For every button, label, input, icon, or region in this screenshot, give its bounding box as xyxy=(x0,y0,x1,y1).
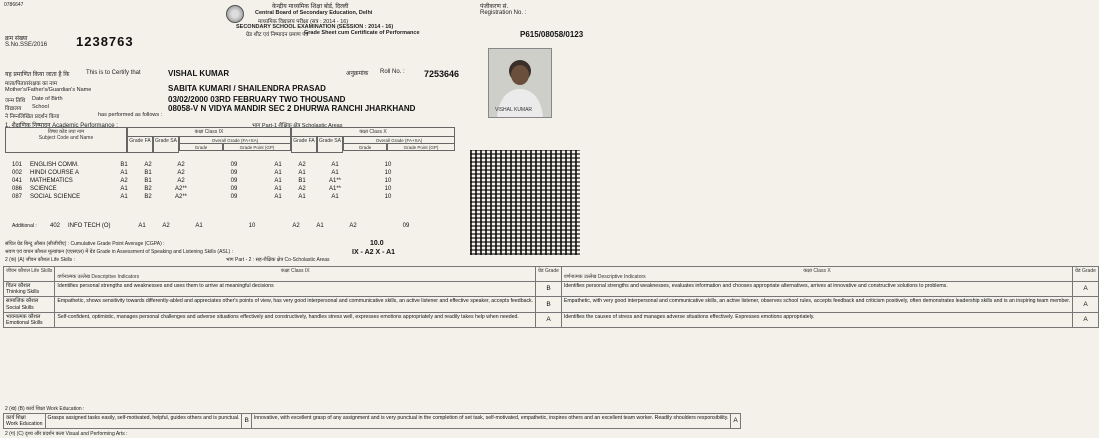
subject-ix-gp: 09 xyxy=(230,162,238,168)
certify-label-hindi: यह प्रमाणित किया जाता है कि xyxy=(5,72,70,78)
life-skill-x-grade: A xyxy=(1073,282,1099,297)
x-desc-label: वर्णनात्मक उल्लेख Descriptive Indicators xyxy=(563,274,646,280)
certificate-title-hindi: ग्रेड शीट एवं निष्पादन प्रमाण पत्र xyxy=(246,32,309,38)
subject-ix-g: A2** xyxy=(174,194,187,200)
additional-ix-gp: 10 xyxy=(248,223,256,229)
dob-label-hindi: जन्म तिथि xyxy=(5,98,26,104)
certificate-title: Grade Sheet cum Certificate of Performance xyxy=(304,30,420,36)
work-education-row xyxy=(4,414,741,429)
life-skills-title: 2 (क) (A) जीवन कौशल Life Skills : xyxy=(5,257,75,263)
additional-x-sa: A1 xyxy=(316,223,324,229)
life-skill-english: Thinking Skills xyxy=(6,289,40,296)
serial-number: 1238763 xyxy=(76,34,134,49)
subject-name: SOCIAL SCIENCE xyxy=(30,194,81,200)
additional-x-grade: A2 xyxy=(349,223,357,229)
subject-row xyxy=(10,169,420,177)
serial-label-hindi: क्रम संख्या xyxy=(5,36,28,42)
ix-grade-col-header: ग्रेड Grade xyxy=(536,267,562,282)
life-skill-x-descriptor: Identifies personal strengths and weaknesses, evaluates information and chooses appropriate alternatives, arrives at innovative and constructive solutions to problems. xyxy=(561,282,1072,297)
life-skill-x-grade: A xyxy=(1073,312,1099,327)
ix-grade-header: Grade xyxy=(179,143,223,151)
subject-ix-fa: B1 xyxy=(120,162,128,168)
student-photo xyxy=(488,48,552,118)
life-skill-x-descriptor: Identifies the causes of stress and manages adverse situations effectively. Expresses emotions appropriately. xyxy=(561,312,1072,327)
board-name-hindi: केन्द्रीय माध्यमिक शिक्षा बोर्ड, दिल्ली xyxy=(272,4,349,10)
additional-ix-grade: A1 xyxy=(195,223,203,229)
additional-code: 402 xyxy=(50,223,61,229)
subject-ix-gp: 09 xyxy=(230,178,238,184)
visual-arts-title: 2 (ग) (C) दृश्य और प्रदर्शन कला Visual and Performing Arts : xyxy=(5,431,128,437)
photo-caption: VISHAL KUMAR xyxy=(495,107,533,113)
subject-ix-fa: A1 xyxy=(120,194,128,200)
student-name: VISHAL KUMAR xyxy=(168,69,230,78)
work-ix-descriptor: Grasps assigned tasks easily, self-motivated, helpful, guides others and is punctual. xyxy=(45,414,242,429)
roll-label: Roll No. : xyxy=(380,69,405,75)
subject-name: SCIENCE xyxy=(30,186,57,192)
life-skill-hindi: सामाजिक कौशल xyxy=(6,298,39,305)
subject-ix-sa: B2 xyxy=(144,186,152,192)
parent-label-hindi: माता/पिता/संरक्षक का नाम xyxy=(5,81,58,87)
additional-name: INFO TECH (O) xyxy=(68,223,111,229)
performed-label: has performed as follows : xyxy=(98,112,163,118)
subject-x-gp: 10 xyxy=(384,178,392,184)
life-skill-name xyxy=(4,282,55,297)
life-skill-row xyxy=(4,312,1099,327)
subject-x-g: A1** xyxy=(328,178,341,184)
serial-label: S.No.SSE/2016 xyxy=(5,42,48,48)
subject-x-fa: A1 xyxy=(274,178,282,184)
board-emblem-icon xyxy=(226,5,244,23)
life-skill-name xyxy=(4,297,55,312)
subject-ix-gp: 09 xyxy=(230,170,238,176)
x-grade-header: Grade xyxy=(343,143,387,151)
registration-number: P615/08058/0123 xyxy=(520,30,584,39)
school-name: 08058-V N VIDYA MANDIR SEC 2 DHURWA RANCHI JHARKHAND xyxy=(168,104,416,113)
subject-x-fa: A1 xyxy=(274,194,282,200)
ix-desc-col-header xyxy=(55,267,536,282)
subject-ix-g: A2 xyxy=(177,178,185,184)
subject-ix-gp: 09 xyxy=(230,194,238,200)
life-skill-row xyxy=(4,297,1099,312)
additional-x-fa: A2 xyxy=(292,223,300,229)
life-skill-col-header xyxy=(4,267,55,282)
subjects-table xyxy=(10,161,420,201)
subject-x-sa: A1 xyxy=(298,170,306,176)
certify-label: This is to Certify that xyxy=(86,70,141,76)
subject-code: 086 xyxy=(12,186,23,192)
school-label-hindi: विद्यालय xyxy=(5,106,22,112)
additional-ix-fa: A1 xyxy=(138,223,146,229)
subject-ix-gp: 09 xyxy=(230,186,238,192)
work-x-descriptor: Innovative, with excellent grasp of any assignment and is very punctual in the completion of set task, self-motivated, empathetic, inspires others and an excellent team worker. Readily shoulders responsibility. xyxy=(251,414,731,429)
work-x-grade: A xyxy=(731,414,740,429)
x-fa-header: Grade FA xyxy=(291,136,317,153)
subject-row xyxy=(10,177,420,185)
subject-header-english: Subject Code and Name xyxy=(38,135,94,141)
x-desc-col-header xyxy=(561,267,1072,282)
page-number: 0786647 xyxy=(4,2,24,8)
subject-x-sa: A2 xyxy=(298,186,306,192)
registration-label: Registration No. : xyxy=(480,10,527,16)
cgpa-value: 10.0 xyxy=(370,240,384,247)
life-skill-col-label: जीवन कौशल Life Skills xyxy=(6,268,53,274)
subject-x-fa: A1 xyxy=(274,170,282,176)
work-skill-hindi: कार्य शिक्षा xyxy=(6,415,26,421)
life-skill-ix-descriptor: Self-confident, optimistic, manages personal challenges and adverse situations effectively and constructively, handles stress well, expresses emotions appropriately and readily takes help when needed. xyxy=(55,312,536,327)
asl-value: IX - A2 X - A1 xyxy=(352,249,396,256)
work-education-title: 2 (ख) (B) कार्य शिक्षा Work Education : xyxy=(5,406,85,412)
subject-x-gp: 10 xyxy=(384,162,392,168)
life-skill-ix-descriptor: Identifies personal strengths and weaknesses and uses them to arrive at meaningful decisions xyxy=(55,282,536,297)
academic-title: 1. शैक्षणिक निष्पादन Academic Performance : xyxy=(5,123,118,129)
life-skill-ix-grade: B xyxy=(536,282,562,297)
ix-sa-header: Grade SA xyxy=(153,136,179,153)
subject-row xyxy=(10,161,420,169)
subject-x-gp: 10 xyxy=(384,186,392,192)
x-gp-header: Grade Point (GP) xyxy=(387,143,455,151)
coscholastic-part-title: भाग Part - 2 : सह-शैक्षिक क्षेत्र Co-Scholastic Areas xyxy=(226,257,330,263)
life-skill-hindi: भावनात्मक कौशल xyxy=(6,313,41,320)
subject-header-hindi: विषय कोड तथा नाम xyxy=(47,129,85,135)
ix-class-label: कक्षा Class IX xyxy=(280,268,310,274)
ix-desc-label: वर्णनात्मक उल्लेख Descriptive Indicators xyxy=(57,274,140,280)
scholastic-part-title: भाग Part-1 शैक्षिक क्षेत्र Scholastic Areas xyxy=(252,123,343,129)
subject-ix-sa: B2 xyxy=(144,194,152,200)
ix-fa-header: Grade FA xyxy=(127,136,153,153)
work-skill-english: Work Education xyxy=(6,421,43,428)
exam-name: SECONDARY SCHOOL EXAMINATION (SESSION : 2014 - 16) xyxy=(236,24,394,30)
life-skills-table xyxy=(3,266,1099,328)
subject-code: 087 xyxy=(12,194,23,200)
subject-ix-sa: B1 xyxy=(144,170,152,176)
subject-x-g: A1** xyxy=(328,186,341,192)
life-skill-x-descriptor: Empathetic, with very good interpersonal and communicative skills, an active listener, observes school rules, accepts feedback and criticism positively, often demonstrates leadership skills and is an inspiring team member. xyxy=(561,297,1072,312)
life-skill-x-grade: A xyxy=(1073,297,1099,312)
subject-x-gp: 10 xyxy=(384,194,392,200)
exam-name-hindi: माध्यमिक विद्यालय परीक्षा (सत्र : 2014 - 16) xyxy=(258,19,349,25)
subject-x-sa: A1 xyxy=(298,194,306,200)
x-overall-header: Overall Grade (FA+SA) xyxy=(343,136,455,144)
performed-label-hindi: ने निम्नलिखित प्रदर्शन किया xyxy=(5,114,60,120)
parent-name: SABITA KUMARI / SHAILENDRA PRASAD xyxy=(168,84,326,93)
dob-label: Date of Birth xyxy=(32,96,63,102)
life-skill-ix-descriptor: Empathetic, shows sensitivity towards differently-abled and appreciates other's points of view, has very good interpersonal and communicative skills, an active listener and effective speaker, accepts feedback. xyxy=(55,297,536,312)
subject-code: 101 xyxy=(12,162,23,168)
subject-name: MATHEMATICS xyxy=(30,178,73,184)
roll-label-hindi: अनुक्रमांक xyxy=(346,71,369,77)
subject-row xyxy=(10,185,420,193)
subject-row xyxy=(10,193,420,201)
roll-number: 7253646 xyxy=(424,69,460,79)
subject-code: 002 xyxy=(12,170,23,176)
ix-overall-header: Overall Grade (FA+SA) xyxy=(179,136,291,144)
school-label: School xyxy=(32,104,49,110)
subject-header xyxy=(5,127,127,153)
ix-gp-header: Grade Point (GP) xyxy=(223,143,291,151)
additional-ix-sa: A2 xyxy=(162,223,170,229)
subject-ix-fa: A1 xyxy=(120,170,128,176)
life-skill-ix-grade: B xyxy=(536,297,562,312)
board-name: Central Board of Secondary Education, Delhi xyxy=(255,10,373,16)
subject-ix-g: A2 xyxy=(177,170,185,176)
x-sa-header: Grade SA xyxy=(317,136,343,153)
life-skill-name xyxy=(4,312,55,327)
subject-x-gp: 10 xyxy=(384,170,392,176)
subject-ix-sa: A2 xyxy=(144,162,152,168)
subject-x-fa: A1 xyxy=(274,162,282,168)
subject-x-g: A1 xyxy=(331,162,339,168)
life-skill-ix-grade: A xyxy=(536,312,562,327)
life-skill-english: Emotional Skills xyxy=(6,320,43,327)
subject-x-sa: B1 xyxy=(298,178,306,184)
life-skill-english: Social Skills xyxy=(6,304,34,311)
class-ix-header: कक्षा Class IX xyxy=(127,127,291,137)
subject-name: ENGLISH COMM. xyxy=(30,162,79,168)
life-skills-header-row xyxy=(4,267,1099,282)
additional-label: Additional : xyxy=(12,223,37,229)
work-ix-grade: B xyxy=(242,414,251,429)
parent-label: Mother's/Father's/Guardian's Name xyxy=(5,87,92,93)
class-x-header: कक्षा Class X xyxy=(291,127,455,137)
qr-code-icon xyxy=(470,150,580,255)
registration-label-hindi: पंजीकरण सं. xyxy=(480,4,509,10)
subject-x-fa: A1 xyxy=(274,186,282,192)
subject-ix-g: A2 xyxy=(177,162,185,168)
subject-ix-fa: A2 xyxy=(120,178,128,184)
life-skill-row xyxy=(4,282,1099,297)
subject-ix-fa: A1 xyxy=(120,186,128,192)
subject-code: 041 xyxy=(12,178,23,184)
asl-label: श्रवण एवं वाचन कौशल मूल्यांकन (एएसएल) में ग्रेड Grade in Assessment of Speaking and Listening Skills (ASL) : xyxy=(5,249,233,255)
subject-x-g: A1 xyxy=(331,170,339,176)
subject-ix-sa: B1 xyxy=(144,178,152,184)
x-grade-col-header: ग्रेड Grade xyxy=(1073,267,1099,282)
subject-name: HINDI COURSE A xyxy=(30,170,80,176)
date-of-birth: 03/02/2000 03RD FEBRUARY TWO THOUSAND xyxy=(168,95,346,104)
additional-subject-table xyxy=(10,222,438,230)
life-skill-hindi: चिंतन कौशल xyxy=(6,283,31,289)
additional-subject-row xyxy=(10,222,438,230)
x-class-label: कक्षा Class X xyxy=(803,268,831,274)
work-education-table xyxy=(3,413,741,429)
cgpa-label: संचित ग्रेड बिन्दु औसत (सीजीपीए) : Cumulative Grade Point Average (CGPA) : xyxy=(5,241,165,247)
subject-ix-g: A2** xyxy=(174,186,187,192)
subject-x-sa: A2 xyxy=(298,162,306,168)
additional-x-gp: 09 xyxy=(402,223,410,229)
subject-x-g: A1 xyxy=(331,194,339,200)
work-skill-name xyxy=(4,414,46,429)
